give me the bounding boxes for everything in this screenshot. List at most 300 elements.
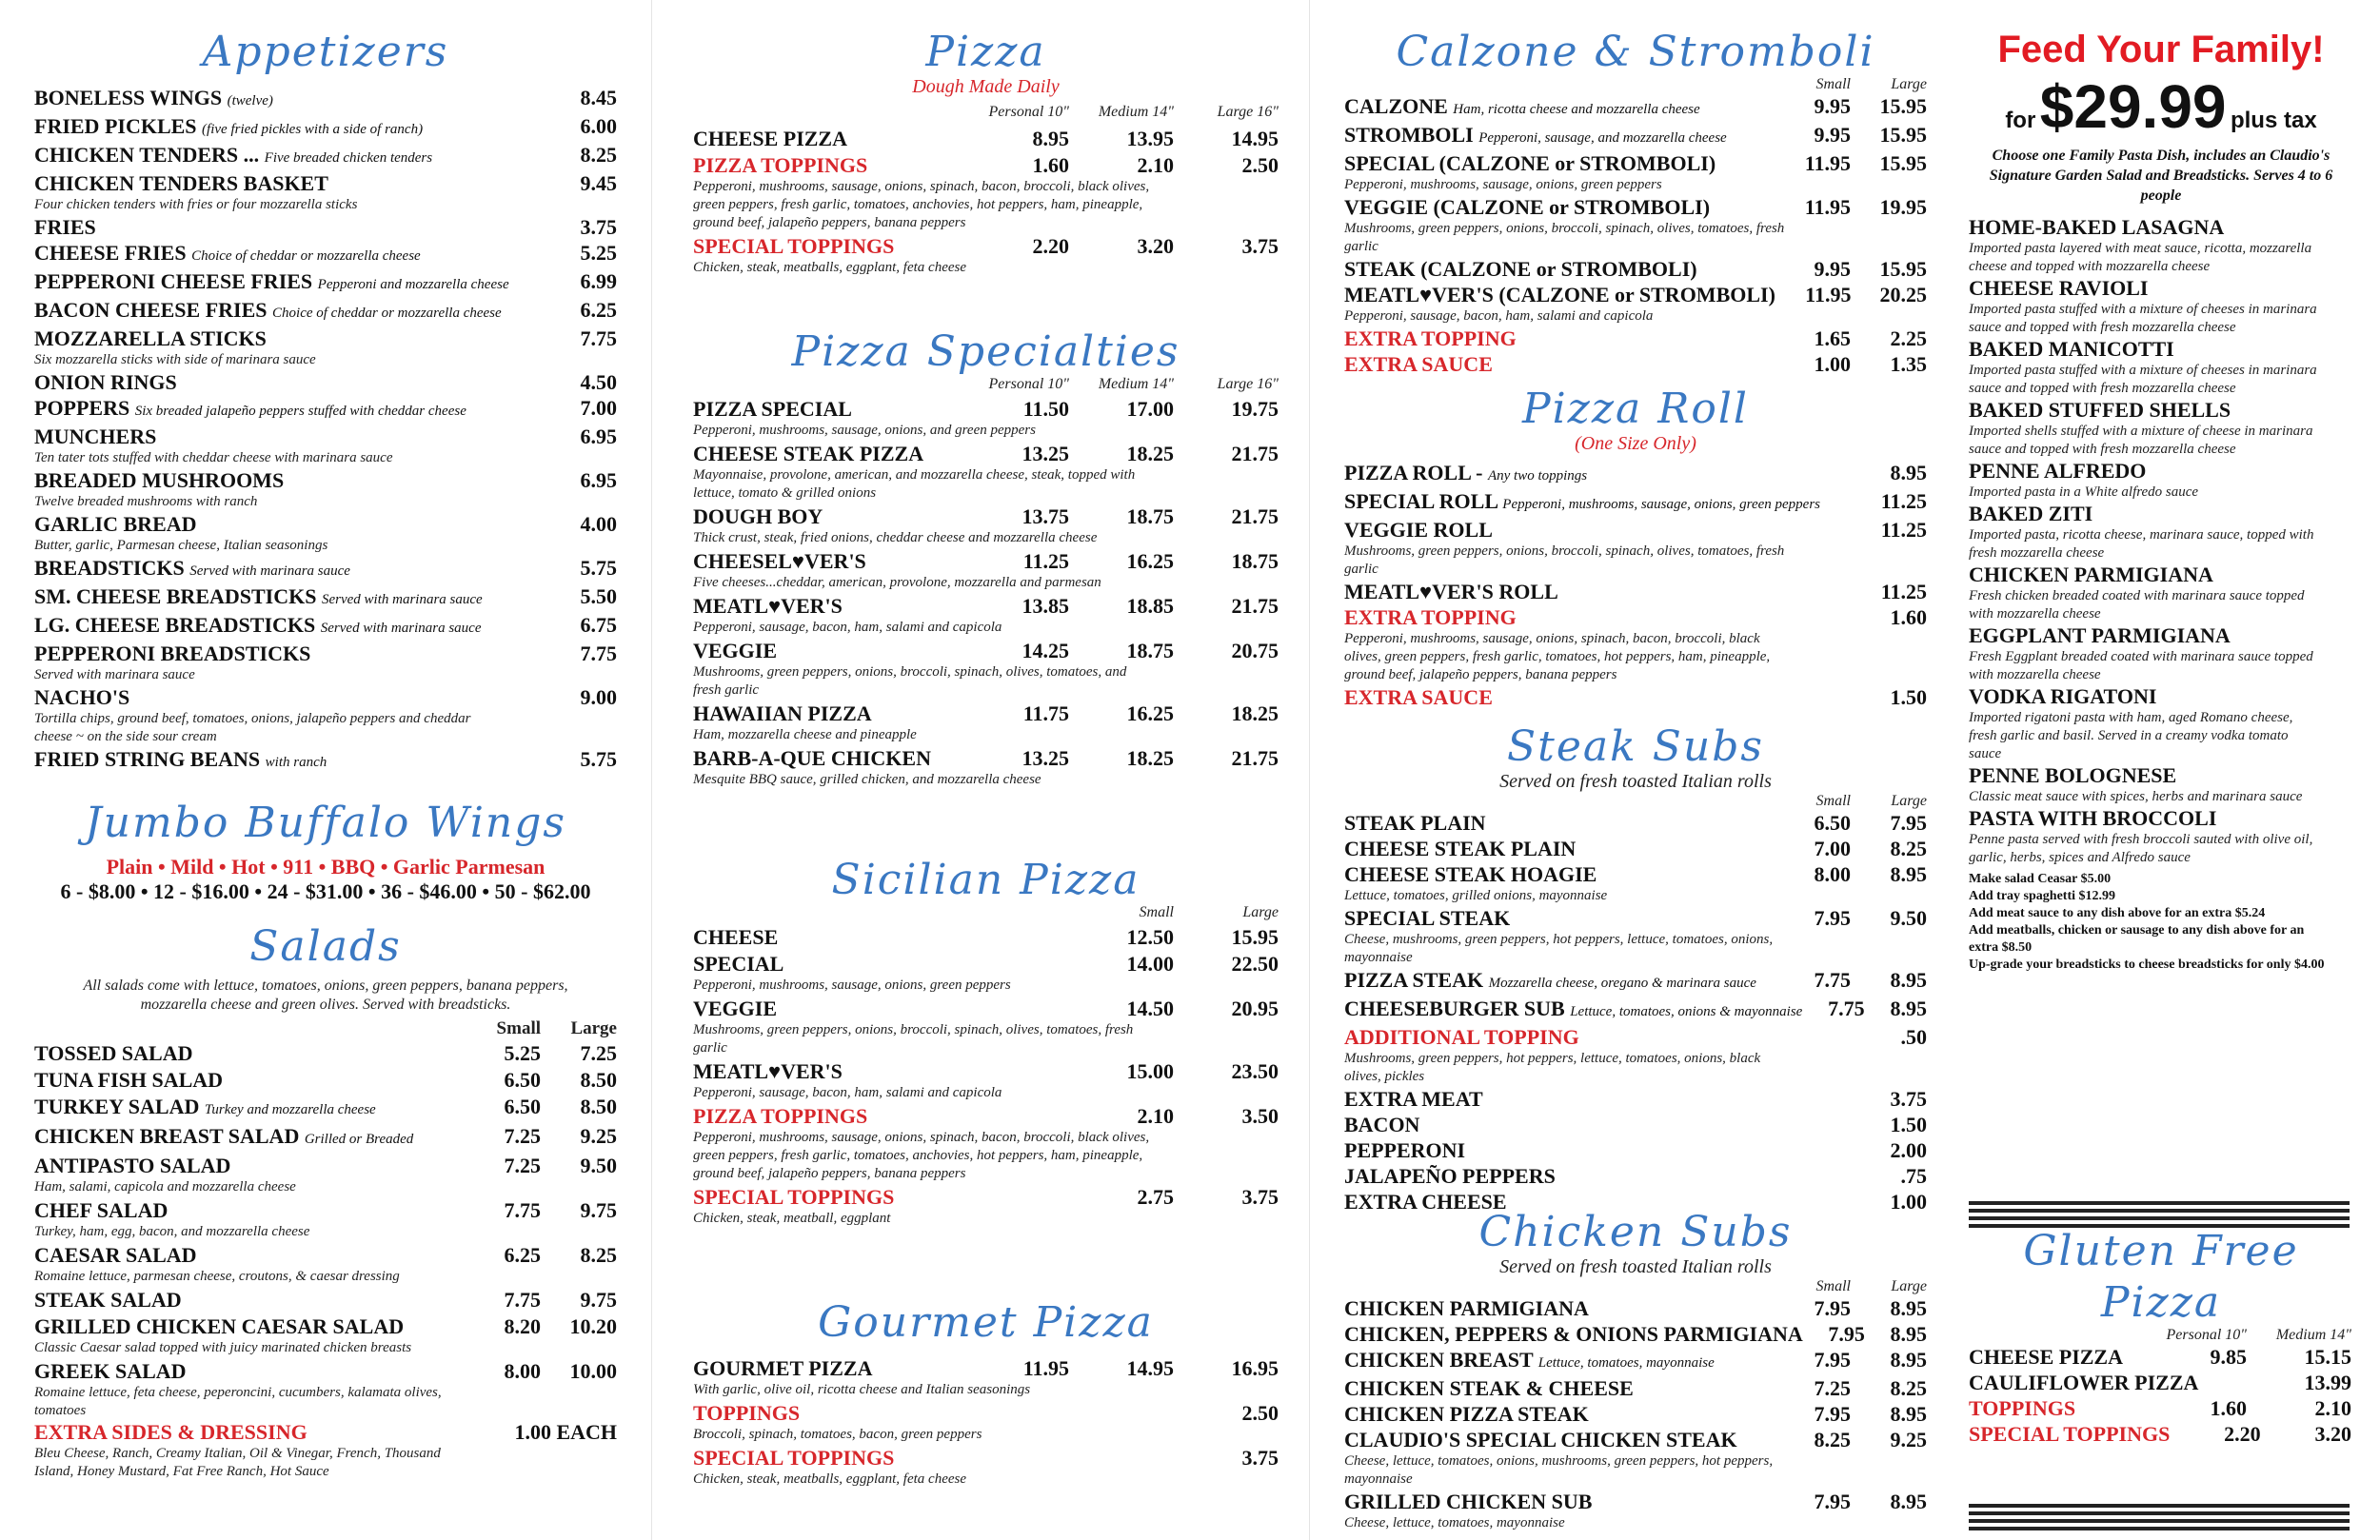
- menu-item-price: 9.50: [580, 1154, 617, 1177]
- menu-item-price: 8.95: [1890, 968, 1927, 992]
- menu-item-name: [693, 153, 964, 178]
- menu-item-price: 14.00: [1126, 952, 1174, 976]
- menu-item-price: 8.95: [1890, 1322, 1927, 1346]
- menu-item-price: 14.95: [1231, 127, 1279, 150]
- menu-item-name: [34, 424, 541, 449]
- menu-item-row: [693, 153, 1279, 178]
- calzone-section: [1344, 29, 1927, 377]
- menu-item-desc: Mushrooms, green peppers, onions, broccoli, spinach, olives, tomatoes, and fresh garlic: [693, 664, 1127, 698]
- menu-item-price: 7.25: [504, 1154, 541, 1177]
- menu-item-row: [693, 746, 1279, 771]
- menu-item-price: 1.00: [1814, 352, 1851, 376]
- family-pasta-item: [1969, 763, 2361, 806]
- menu-item-row: [1969, 1396, 2351, 1421]
- menu-item-row: [1344, 489, 1927, 517]
- chicken-size-large: Large: [1891, 1278, 1927, 1294]
- menu-item-name: [693, 997, 1069, 1021]
- calzone-size-small: Small: [1815, 76, 1851, 92]
- menu-item-desc: With garlic, olive oil, ricotta cheese and Italian seasonings: [693, 1382, 1031, 1397]
- menu-item-name: [1344, 257, 1775, 282]
- menu-item-row: [34, 326, 617, 351]
- menu-item-price: 2.00: [1890, 1138, 1927, 1162]
- menu-item-row: [1344, 195, 1927, 220]
- menu-item-price: 11.95: [1805, 283, 1852, 306]
- menu-item-price: 16.25: [1126, 701, 1174, 725]
- menu-item-name: [693, 1104, 1069, 1129]
- menu-item-price: 7.75: [580, 642, 617, 665]
- menu-item-title: CHICKEN PIZZA STEAK: [1344, 1402, 1589, 1426]
- menu-item-price: 9.95: [1814, 123, 1851, 147]
- menu-item-price: 7.95: [1814, 1402, 1851, 1426]
- menu-item-title: MEATL♥VER'S (CALZONE or STROMBOLI): [1344, 283, 1775, 306]
- menu-item-price: 13.75: [1021, 504, 1069, 528]
- menu-item-title: GARLIC BREAD: [34, 512, 197, 536]
- menu-item-price: 18.75: [1126, 504, 1174, 528]
- menu-item-row: [1344, 1025, 1927, 1050]
- menu-item-price: 8.25: [1814, 1428, 1851, 1451]
- menu-item-desc: Four chicken tenders with fries or four mozzarella sticks: [34, 197, 358, 212]
- family-pasta-name: PENNE BOLOGNESE: [1969, 763, 2177, 787]
- menu-item-name: [1344, 283, 1775, 307]
- steak-subtitle: Served on fresh toasted Italian rolls: [1499, 771, 1772, 792]
- menu-item-title: MUNCHERS: [34, 424, 157, 448]
- menu-item-price: 8.95: [1890, 461, 1927, 484]
- family-pasta-name: CHEESE RAVIOLI: [1969, 276, 2149, 300]
- menu-item-desc: Cheese, lettuce, tomatoes, mayonnaise: [1344, 1515, 1565, 1530]
- menu-item-name: [1344, 997, 1802, 1024]
- menu-item-name: [34, 370, 541, 395]
- menu-item-price: 5.75: [580, 556, 617, 580]
- menu-item-price: 15.95: [1879, 94, 1927, 118]
- column-4: [1961, 0, 2361, 1540]
- salads-intro: All salads come with lettuce, tomatoes, onions, green peppers, banana peppers, mozzarella cheese and green olives. Served with breadsticks.: [83, 977, 568, 1013]
- menu-item-desc: Cheese, lettuce, tomatoes, onions, mushrooms, green peppers, hot peppers, mayonnaise: [1344, 1453, 1774, 1487]
- menu-item-title: LG. CHEESE BREADSTICKS: [34, 613, 316, 637]
- menu-item-name: [34, 512, 541, 537]
- menu-item-name: [34, 1068, 474, 1093]
- menu-item-inline-desc: (five fried pickles with a side of ranch): [202, 122, 424, 137]
- menu-item-price: 8.95: [1890, 997, 1927, 1020]
- menu-item-desc: Pepperoni, sausage, bacon, ham, salami and capicola: [693, 620, 1002, 635]
- family-pasta-item: [1969, 684, 2361, 763]
- chicken-subtitle: Served on fresh toasted Italian rolls: [1499, 1256, 1772, 1277]
- family-pasta-desc: Imported pasta stuffed with a mixture of cheeses in marinara sauce and topped with fresh mozzarella cheese: [1969, 302, 2317, 335]
- chicken-size-small: Small: [1815, 1278, 1851, 1294]
- menu-item-title: PIZZA TOPPINGS: [693, 1104, 868, 1128]
- menu-item-desc: Mayonnaise, provolone, american, and mozzarella cheese, steak, topped with lettuce, tomato & grilled onions: [693, 467, 1136, 501]
- menu-item-name: [1344, 1113, 1775, 1137]
- menu-item-row: [693, 1104, 1279, 1129]
- menu-item-price: 2.20: [2224, 1422, 2261, 1446]
- family-pasta-item: [1969, 398, 2361, 459]
- menu-item-row: [1344, 968, 1927, 996]
- menu-item-title: CLAUDIO'S SPECIAL CHICKEN STEAK: [1344, 1428, 1737, 1451]
- menu-item-price: 18.25: [1126, 746, 1174, 770]
- menu-item-row: [1344, 862, 1927, 887]
- family-addon: Up-grade your breadsticks to cheese breadsticks for only $4.00: [1969, 958, 2325, 972]
- menu-item-row: [1344, 352, 1927, 377]
- menu-item-name: [693, 1059, 1069, 1084]
- menu-item-price: 15.95: [1231, 925, 1279, 949]
- menu-item-name: [1344, 1402, 1775, 1427]
- menu-item-name: [34, 1359, 474, 1384]
- menu-item-row: [693, 504, 1279, 529]
- menu-item-title: CHICKEN BREAST SALAD: [34, 1124, 300, 1148]
- menu-item-desc: Six mozzarella sticks with side of marinara sauce: [34, 352, 316, 367]
- menu-item-row: [1344, 605, 1927, 630]
- menu-item-row: [34, 613, 617, 641]
- pizza-size-medium: Medium 14": [1098, 104, 1174, 120]
- family-pasta-item: [1969, 215, 2361, 276]
- menu-item-price: 3.50: [1241, 1104, 1279, 1128]
- menu-item-title: STEAK SALAD: [34, 1288, 182, 1312]
- column-3: [1344, 0, 1927, 1540]
- menu-item-desc: Classic Caesar salad topped with juicy marinated chicken breasts: [34, 1340, 412, 1355]
- menu-item-row: [693, 234, 1279, 259]
- menu-item-inline-desc: Mozzarella cheese, oregano & marinara sauce: [1488, 976, 1756, 991]
- menu-item-price: 9.95: [1814, 257, 1851, 281]
- menu-item-desc: Served with marinara sauce: [34, 667, 195, 682]
- menu-item-row: [693, 594, 1279, 619]
- menu-item-row: [34, 86, 617, 113]
- menu-item-price: 18.25: [1231, 701, 1279, 725]
- family-pasta-name: CHICKEN PARMIGIANA: [1969, 563, 2213, 586]
- menu-item-name: [1344, 605, 1832, 630]
- menu-item-price: 5.75: [580, 747, 617, 771]
- menu-item-row: [1344, 151, 1927, 176]
- menu-item-price: 21.75: [1231, 442, 1279, 465]
- menu-item-inline-desc: Served with marinara sauce: [321, 592, 483, 607]
- menu-item-price: 18.25: [1126, 442, 1174, 465]
- calzone-size-header: [1344, 76, 1927, 93]
- menu-item-name: [1344, 1322, 1803, 1347]
- menu-item-price: 7.25: [1814, 1376, 1851, 1400]
- menu-item-price: 18.85: [1126, 594, 1174, 618]
- gourmet-section: [693, 1299, 1279, 1489]
- menu-item-price: 23.50: [1231, 1059, 1279, 1083]
- menu-item-name: [1344, 461, 1832, 488]
- menu-item-title: CAULIFLOWER PIZZA: [1969, 1371, 2199, 1394]
- menu-item-price: 8.45: [580, 86, 617, 109]
- menu-item-row: [34, 685, 617, 710]
- menu-item-name: [1344, 151, 1775, 176]
- family-price-line: [1961, 71, 2361, 142]
- menu-item-title: ANTIPASTO SALAD: [34, 1154, 231, 1177]
- menu-item-desc: Broccoli, spinach, tomatoes, bacon, green peppers: [693, 1427, 982, 1442]
- menu-item-title: ADDITIONAL TOPPING: [1344, 1025, 1579, 1049]
- menu-item-name: [34, 1095, 474, 1122]
- menu-item-name: [34, 642, 541, 666]
- menu-item-inline-desc: Turkey and mozzarella cheese: [204, 1102, 376, 1117]
- menu-item-price: 1.35: [1890, 352, 1927, 376]
- menu-item-price: 5.25: [580, 241, 617, 265]
- menu-item-name: [693, 397, 964, 422]
- menu-item-name: [693, 549, 964, 574]
- menu-item-title: FRIES: [34, 215, 96, 239]
- menu-item-row: [1344, 283, 1927, 307]
- menu-item-title: EXTRA CHEESE: [1344, 1190, 1507, 1214]
- menu-item-price: 2.50: [1241, 153, 1279, 177]
- menu-item-price: 9.25: [1890, 1428, 1927, 1451]
- sicilian-list: [693, 925, 1279, 1228]
- menu-item-row: [1344, 1428, 1927, 1452]
- menu-item-row: [34, 556, 617, 583]
- menu-item-name: [34, 241, 541, 268]
- menu-item-name: [693, 594, 964, 619]
- chicken-list: [1344, 1296, 1927, 1532]
- menu-item-price: 7.75: [1828, 997, 1865, 1020]
- menu-item-desc: Mushrooms, green peppers, onions, broccoli, spinach, olives, tomatoes, fresh garlic: [1344, 543, 1785, 577]
- menu-item-row: [693, 397, 1279, 422]
- menu-item-name: [1344, 352, 1775, 377]
- gluten-title-1: Gluten Free: [2023, 1227, 2299, 1275]
- menu-item-title: STROMBOLI: [1344, 123, 1474, 147]
- menu-item-price: 6.50: [504, 1068, 541, 1092]
- family-pasta-name: BAKED ZITI: [1969, 502, 2093, 525]
- menu-item-title: SPECIAL ROLL: [1344, 489, 1497, 513]
- menu-item-row: [693, 925, 1279, 950]
- menu-item-desc: Mushrooms, green peppers, onions, broccoli, spinach, olives, tomatoes, fresh garlic: [1344, 221, 1785, 254]
- menu-item-name: [1344, 123, 1775, 150]
- menu-item-price: 3.20: [1137, 234, 1174, 258]
- menu-item-price: 8.00: [1814, 862, 1851, 886]
- menu-item-price: 9.50: [1890, 906, 1927, 930]
- wings-prices: 6 - $8.00 • 12 - $16.00 • 24 - $31.00 • 36 - $46.00 • 50 - $62.00: [60, 879, 591, 903]
- menu-item-price: 9.00: [580, 685, 617, 709]
- menu-item-name: [34, 1288, 474, 1313]
- menu-item-price: 9.25: [580, 1124, 617, 1148]
- menu-item-name: [1344, 326, 1775, 351]
- menu-item-name: [1344, 518, 1832, 543]
- menu-item-row: [693, 1185, 1279, 1210]
- salads-extra-name: EXTRA SIDES & DRESSING: [34, 1420, 307, 1444]
- menu-item-name: [1344, 1490, 1775, 1514]
- menu-item-price: 18.75: [1231, 549, 1279, 573]
- menu-item-desc: Ham, mozzarella cheese and pineapple: [693, 727, 917, 742]
- chicken-title: Chicken Subs: [1478, 1208, 1793, 1256]
- menu-item-price: 11.25: [1880, 489, 1927, 513]
- column-2: [693, 0, 1279, 1540]
- column-divider: [651, 0, 652, 1540]
- menu-item-name: [1344, 685, 1832, 710]
- family-pasta-item: [1969, 502, 2361, 563]
- family-addon: Add meat sauce to any dish above for an extra $5.24: [1969, 906, 2266, 920]
- family-pasta-desc: Imported pasta, ricotta cheese, marinara sauce, topped with fresh mozzarella cheese: [1969, 527, 2314, 561]
- menu-item-name: [693, 701, 964, 726]
- menu-item-desc: Mushrooms, green peppers, hot peppers, lettuce, tomatoes, onions, black olives, pickles: [1344, 1051, 1761, 1084]
- menu-item-inline-desc: Five breaded chicken tenders: [264, 150, 433, 166]
- menu-item-title: TUNA FISH SALAD: [34, 1068, 224, 1092]
- menu-item-price: 7.25: [580, 1041, 617, 1065]
- menu-item-price: 20.95: [1231, 997, 1279, 1020]
- menu-item-price: 18.75: [1126, 639, 1174, 662]
- menu-item-price: 11.75: [1022, 701, 1069, 725]
- menu-item-price: 1.65: [1814, 326, 1851, 350]
- menu-item-name: [34, 86, 541, 113]
- menu-item-title: CAESAR SALAD: [34, 1243, 197, 1267]
- menu-item-row: [1344, 1348, 1927, 1375]
- gluten-section: [1961, 1228, 2361, 1447]
- menu-item-price: 3.75: [1890, 1087, 1927, 1111]
- menu-item-title: HAWAIIAN PIZZA: [693, 701, 872, 725]
- menu-item-title: NACHO'S: [34, 685, 130, 709]
- menu-item-inline-desc: Six breaded jalapeño peppers stuffed with cheddar cheese: [134, 404, 466, 419]
- menu-item-price: 16.95: [1231, 1356, 1279, 1380]
- menu-item-price: 8.20: [504, 1314, 541, 1338]
- menu-item-title: CHICKEN BREAST: [1344, 1348, 1534, 1372]
- menu-item-desc: Ham, salami, capicola and mozzarella cheese: [34, 1179, 296, 1194]
- specialties-size-header: [693, 376, 1279, 393]
- appetizers-list: [34, 86, 617, 775]
- menu-item-row: [34, 1288, 617, 1313]
- menu-item-row: [693, 1059, 1279, 1084]
- menu-item-name: [1344, 1296, 1775, 1321]
- roll-title: Pizza Roll: [1521, 385, 1750, 433]
- menu-item-row: [34, 143, 617, 170]
- menu-item-price: 7.95: [1814, 1296, 1851, 1320]
- salads-extra-price: 1.00 EACH: [514, 1420, 617, 1444]
- menu-item-price: .50: [1900, 1025, 1927, 1049]
- menu-item-title: CHEF SALAD: [34, 1198, 169, 1222]
- menu-item-row: [1344, 685, 1927, 710]
- pizza-subtitle: Dough Made Daily: [912, 76, 1060, 97]
- menu-item-price: 9.75: [580, 1198, 617, 1222]
- menu-item-title: CHEESE FRIES: [34, 241, 187, 265]
- menu-item-price: 2.10: [1137, 153, 1174, 177]
- menu-item-row: [693, 1446, 1279, 1471]
- menu-item-name: [693, 127, 964, 151]
- menu-item-name: [34, 298, 541, 326]
- family-pasta-desc: Imported rigatoni pasta with ham, aged Romano cheese, fresh garlic and basil. Served in a creamy vodka tomato sauce: [1969, 710, 2293, 761]
- menu-item-row: [34, 1154, 617, 1178]
- menu-item-title: CHICKEN STEAK & CHEESE: [1344, 1376, 1634, 1400]
- menu-item-price: 19.95: [1879, 195, 1927, 219]
- family-list: [1961, 215, 2361, 867]
- menu-item-desc: Chicken, steak, meatball, eggplant: [693, 1211, 891, 1226]
- menu-item-inline-desc: Pepperoni and mozzarella cheese: [317, 277, 509, 292]
- menu-item-price: 19.75: [1231, 397, 1279, 421]
- menu-item-row: [34, 1243, 617, 1268]
- family-pasta-name: EGGPLANT PARMIGIANA: [1969, 623, 2231, 647]
- salads-extra-row: [34, 1420, 617, 1445]
- menu-item-title: VEGGIE: [693, 639, 778, 662]
- menu-item-desc: Pepperoni, mushrooms, sausage, onions, green peppers: [1344, 177, 1662, 192]
- menu-item-row: [1344, 1087, 1927, 1112]
- family-price: $29.99: [2039, 72, 2227, 141]
- menu-item-price: 21.75: [1231, 504, 1279, 528]
- menu-item-name: [1344, 837, 1775, 861]
- menu-item-desc: Pepperoni, sausage, bacon, ham, salami and capicola: [1344, 308, 1654, 324]
- menu-item-price: 3.20: [2314, 1422, 2351, 1446]
- menu-item-row: [34, 1198, 617, 1223]
- menu-item-price: 6.95: [580, 468, 617, 492]
- salads-extra-desc: Bleu Cheese, Ranch, Creamy Italian, Oil & Vinegar, French, Thousand Island, Honey Mustard, Fat Free Ranch, Hot Sauce: [34, 1446, 441, 1479]
- menu-item-row: [34, 1041, 617, 1066]
- menu-item-name: [1344, 195, 1775, 220]
- specialties-size-medium: Medium 14": [1098, 376, 1174, 392]
- menu-item-title: PEPPERONI: [1344, 1138, 1466, 1162]
- steak-section: [1344, 723, 1927, 1214]
- menu-item-price: 1.60: [1890, 605, 1927, 629]
- gourmet-title: Gourmet Pizza: [818, 1298, 1154, 1347]
- menu-item-inline-desc: Served with marinara sauce: [189, 563, 350, 579]
- family-pasta-item: [1969, 459, 2361, 502]
- family-pasta-name: BAKED STUFFED SHELLS: [1969, 398, 2231, 422]
- salads-size-header: [34, 1018, 617, 1039]
- menu-item-title: CHEESE: [693, 925, 779, 949]
- menu-item-price: 15.15: [2304, 1345, 2351, 1369]
- menu-item-title: PIZZA SPECIAL: [693, 397, 852, 421]
- column-1: [34, 0, 617, 1540]
- menu-item-title: MOZZARELLA STICKS: [34, 326, 267, 350]
- menu-item-name: [34, 468, 541, 493]
- menu-item-row: [1344, 997, 1927, 1024]
- menu-item-title: BREADED MUSHROOMS: [34, 468, 285, 492]
- menu-item-inline-desc: (twelve): [227, 93, 273, 109]
- menu-item-title: VEGGIE: [693, 997, 778, 1020]
- menu-item-name: [34, 1154, 474, 1178]
- menu-item-title: SPECIAL STEAK: [1344, 906, 1511, 930]
- sicilian-title: Sicilian Pizza: [831, 856, 1140, 904]
- menu-item-title: CHEESE PIZZA: [1969, 1345, 2123, 1369]
- menu-item-desc: Ten tater tots stuffed with cheddar cheese with marinara sauce: [34, 450, 393, 465]
- appetizers-section: [34, 29, 617, 775]
- family-pasta-desc: Classic meat sauce with spices, herbs and marinara sauce: [1969, 789, 2303, 804]
- menu-item-price: 3.75: [1241, 1446, 1279, 1470]
- menu-item-title: SPECIAL TOPPINGS: [693, 1185, 895, 1209]
- menu-item-name: [34, 1243, 474, 1268]
- family-section: [1961, 29, 2361, 974]
- menu-item-row: [34, 241, 617, 268]
- pizza-title: Pizza: [925, 28, 1046, 76]
- menu-item-row: [34, 396, 617, 424]
- pizza-size-personal: Personal 10": [988, 104, 1069, 120]
- menu-item-row: [34, 512, 617, 537]
- menu-item-row: [693, 1356, 1279, 1381]
- family-for: for: [2005, 108, 2036, 133]
- menu-item-price: 2.20: [1032, 234, 1069, 258]
- menu-item-desc: Romaine lettuce, parmesan cheese, croutons, & caesar dressing: [34, 1269, 400, 1284]
- menu-item-title: CHEESE STEAK PIZZA: [693, 442, 924, 465]
- calzone-list: [1344, 94, 1927, 377]
- menu-item-price: 4.00: [580, 512, 617, 536]
- menu-item-row: [1344, 123, 1927, 150]
- menu-item-inline-desc: Ham, ricotta cheese and mozzarella cheese: [1453, 102, 1700, 117]
- menu-item-inline-desc: with ranch: [265, 755, 327, 770]
- menu-item-row: [1344, 906, 1927, 931]
- menu-item-title: PIZZA ROLL -: [1344, 461, 1483, 484]
- menu-item-row: [1344, 1322, 1927, 1347]
- menu-item-name: [34, 215, 541, 240]
- gluten-size-medium: Medium 14": [2275, 1327, 2351, 1343]
- menu-item-title: VEGGIE ROLL: [1344, 518, 1493, 542]
- menu-item-price: 9.75: [580, 1288, 617, 1312]
- family-description: Choose one Family Pasta Dish, includes an Claudio's Signature Garden Salad and Breadsticks. Serves 4 to 6 people: [1989, 148, 2333, 204]
- menu-item-name: [1344, 580, 1832, 604]
- menu-item-price: 7.95: [1814, 906, 1851, 930]
- menu-item-row: [34, 642, 617, 666]
- menu-item-name: [693, 234, 964, 259]
- menu-item-price: 9.45: [580, 171, 617, 195]
- menu-item-row: [34, 747, 617, 775]
- menu-item-row: [1344, 1402, 1927, 1427]
- sicilian-section: [693, 857, 1279, 1228]
- salads-size-large: Large: [570, 1018, 617, 1038]
- menu-item-row: [34, 1359, 617, 1384]
- menu-item-price: 11.25: [1880, 518, 1927, 542]
- menu-item-desc: Pepperoni, mushrooms, sausage, onions, spinach, bacon, broccoli, black olives, green peppers, fresh garlic, tomatoes, anchovies, hot peppers, ham, pineapple, ground beef, jalapeño peppers, banana peppers: [693, 1130, 1150, 1181]
- menu-item-row: [693, 701, 1279, 726]
